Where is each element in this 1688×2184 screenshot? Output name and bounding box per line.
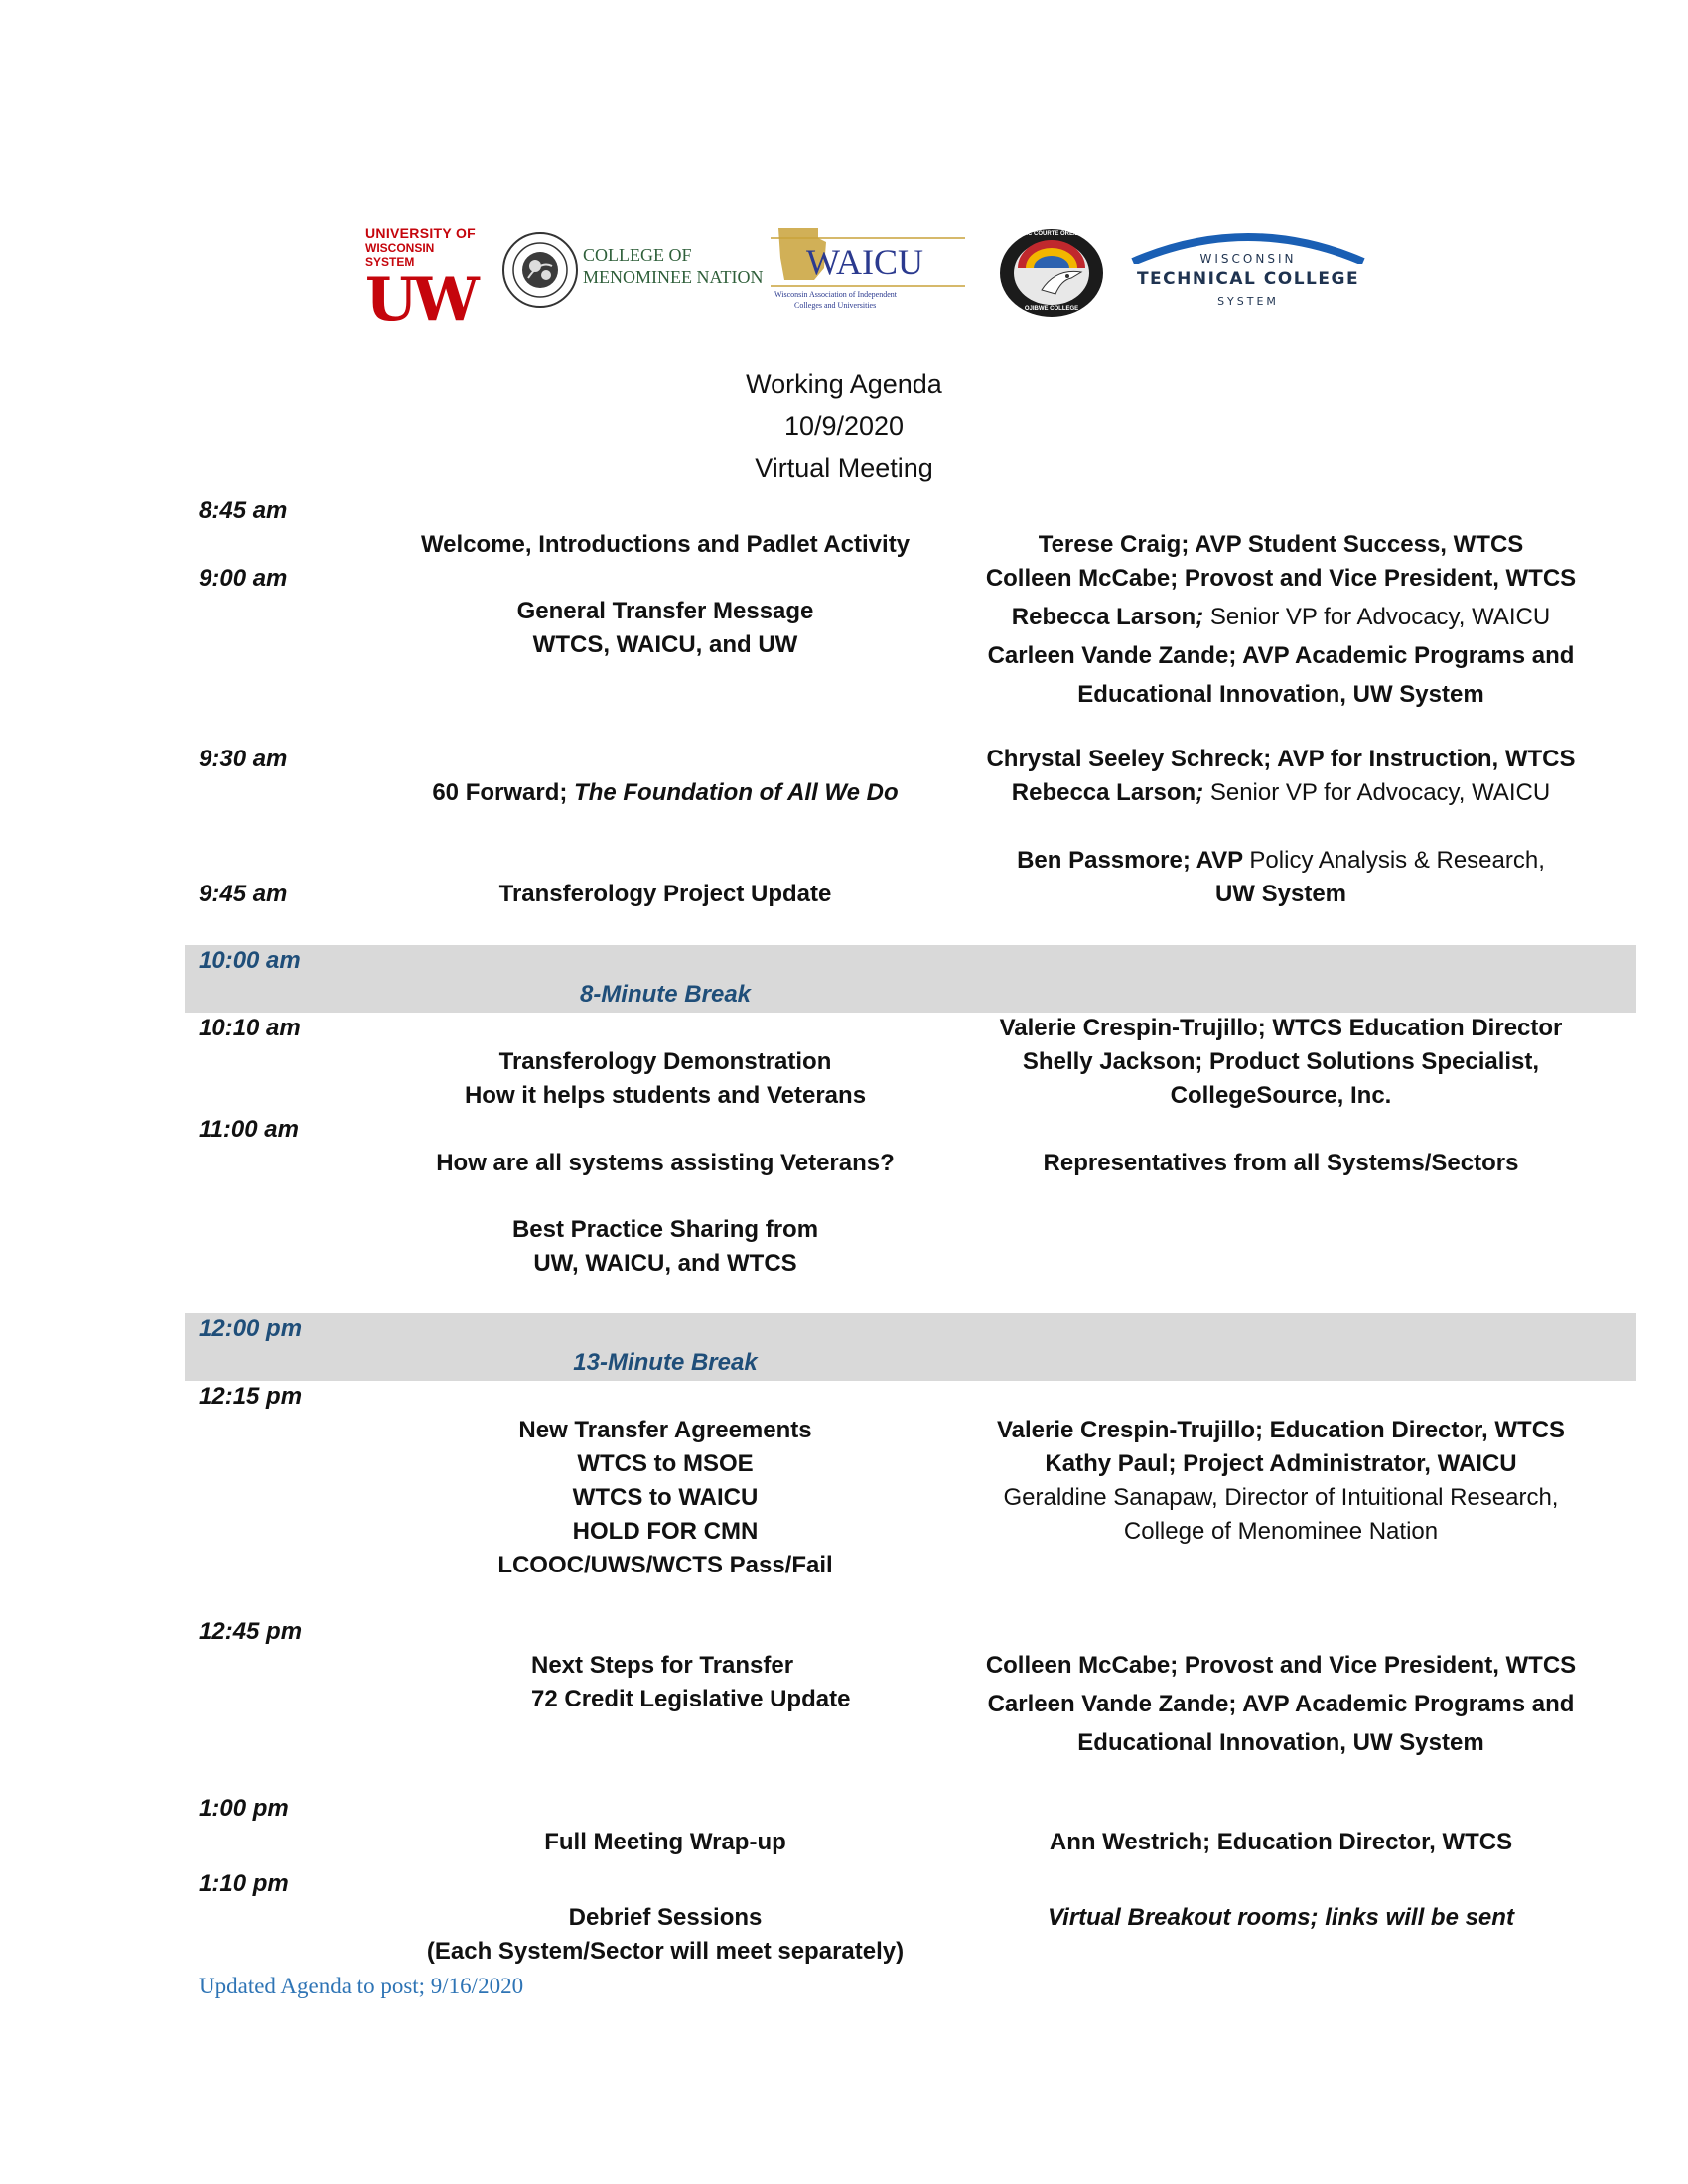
passmore-name: Ben Passmore; AVP xyxy=(1017,847,1250,874)
waicu-logo-mark: WAICU xyxy=(806,242,923,282)
wtcs-logo-line1: WISCONSIN xyxy=(1199,252,1297,266)
wtcs-logo xyxy=(1127,224,1369,320)
larson-1-name: Rebecca Larson xyxy=(1011,604,1196,630)
item-transferology-demo-sub: How it helps students and Veterans xyxy=(464,1082,867,1109)
time-0900: 9:00 am xyxy=(199,565,288,592)
passmore-title: Policy Analysis & Research, xyxy=(1249,847,1545,874)
item-72-credit: 72 Credit Legislative Update xyxy=(531,1686,851,1712)
time-1100: 11:00 am xyxy=(199,1116,299,1143)
wtcs-logo-line3: SYSTEM xyxy=(1217,295,1279,308)
item-best-practice: Best Practice Sharing from xyxy=(511,1216,819,1243)
presenter-sanapaw: Geraldine Sanapaw, Director of Intuitional Research, xyxy=(1003,1484,1559,1511)
time-0945: 9:45 am xyxy=(199,881,288,907)
uw-system-logo xyxy=(365,225,483,335)
cmn-logo-text xyxy=(583,244,763,288)
item-nta-waicu: WTCS to WAICU xyxy=(572,1484,759,1511)
presenter-crespin-1: Valerie Crespin-Trujillo; WTCS Education Director xyxy=(999,1015,1563,1041)
item-debrief: Debrief Sessions xyxy=(568,1904,763,1931)
lco-seal-bottom-text: OJIBWE COLLEGE xyxy=(1024,306,1079,312)
item-nta-passfail: LCOOC/UWS/WCTS Pass/Fail xyxy=(497,1552,833,1578)
time-1010: 10:10 am xyxy=(199,1015,301,1041)
footer-updated-note: Updated Agenda to post; 9/16/2020 xyxy=(199,1974,524,1998)
item-wrapup: Full Meeting Wrap-up xyxy=(544,1829,786,1855)
sixty-forward-label: 60 Forward; xyxy=(432,779,575,806)
presenter-crespin-2: Valerie Crespin-Trujillo; Education Director, WTCS xyxy=(996,1417,1566,1443)
item-best-practice-sub: UW, WAICU, and WTCS xyxy=(533,1250,797,1277)
item-break-8: 8-Minute Break xyxy=(579,981,752,1008)
larson-1-sep: ; xyxy=(1196,604,1204,630)
time-0845: 8:45 am xyxy=(199,497,288,524)
time-1300: 1:00 pm xyxy=(199,1795,289,1822)
presenter-passmore-org: UW System xyxy=(1214,881,1347,907)
presenter-craig: Terese Craig; AVP Student Success, WTCS xyxy=(1038,531,1524,558)
time-0930: 9:30 am xyxy=(199,746,288,772)
item-transferology-demo: Transferology Demonstration xyxy=(498,1048,832,1075)
item-next-steps: Next Steps for Transfer xyxy=(531,1652,794,1679)
larson-1-title: Senior VP for Advocacy, WAICU xyxy=(1203,604,1551,630)
presenter-representatives: Representatives from all Systems/Sectors xyxy=(1043,1150,1519,1176)
item-nta-msoe: WTCS to MSOE xyxy=(577,1450,754,1477)
time-1310: 1:10 pm xyxy=(199,1870,289,1897)
presenter-mccabe-2: Colleen McCabe; Provost and Vice President, WTCS xyxy=(985,1652,1577,1679)
presenter-jackson-org: CollegeSource, Inc. xyxy=(1170,1082,1392,1109)
presenter-paul: Kathy Paul; Project Administrator, WAICU xyxy=(1045,1450,1517,1477)
item-general-transfer-sub: WTCS, WAICU, and UW xyxy=(532,631,798,658)
uw-logo-line1: UNIVERSITY OF xyxy=(365,225,476,241)
item-general-transfer: General Transfer Message xyxy=(516,598,814,624)
time-1000: 10:00 am xyxy=(199,947,301,974)
time-1215: 12:15 pm xyxy=(199,1383,303,1410)
agenda-subtitle: Virtual Meeting xyxy=(755,453,933,482)
presenter-sanapaw-org: College of Menominee Nation xyxy=(1123,1518,1439,1545)
presenter-schreck: Chrystal Seeley Schreck; AVP for Instruction, WTCS xyxy=(986,746,1576,772)
lco-seal-top-text: LAC COURTE OREILLES xyxy=(1020,231,1091,237)
item-welcome: Welcome, Introductions and Padlet Activity xyxy=(420,531,911,558)
larson-2-sep: ; xyxy=(1196,779,1204,806)
item-transferology-update: Transferology Project Update xyxy=(498,881,832,907)
presenter-westrich: Ann Westrich; Education Director, WTCS xyxy=(1049,1829,1513,1855)
item-nta-title: New Transfer Agreements xyxy=(518,1417,812,1443)
presenter-vandezande-2a: Carleen Vande Zande; AVP Academic Programs and xyxy=(987,1691,1575,1717)
presenter-jackson: Shelly Jackson; Product Solutions Specialist, xyxy=(1022,1048,1540,1075)
presenter-vandezande-2b: Educational Innovation, UW System xyxy=(1077,1729,1484,1756)
agenda-date: 10/9/2020 xyxy=(783,411,905,441)
waicu-logo xyxy=(771,228,965,316)
larson-2-name: Rebecca Larson xyxy=(1011,779,1196,806)
cmn-logo-line2: MENOMINEE NATION xyxy=(583,267,764,287)
time-1245: 12:45 pm xyxy=(199,1618,303,1645)
presenter-mccabe-1: Colleen McCabe; Provost and Vice President, WTCS xyxy=(985,565,1577,592)
item-veterans: How are all systems assisting Veterans? xyxy=(436,1150,895,1176)
uw-logo-line2: WISCONSIN SYSTEM xyxy=(365,241,435,269)
waicu-logo-line2: Colleges and Universities xyxy=(794,301,877,310)
item-break-13: 13-Minute Break xyxy=(573,1349,758,1376)
presenter-larson-2 xyxy=(963,777,1599,809)
sixty-forward-tagline: The Foundation of All We Do xyxy=(574,779,899,806)
larson-2-title: Senior VP for Advocacy, WAICU xyxy=(1203,779,1551,806)
cmn-logo-line1: COLLEGE OF xyxy=(583,245,692,265)
wtcs-logo-line2: TECHNICAL COLLEGE xyxy=(1136,269,1360,289)
item-debrief-sub: (Each System/Sector will meet separately) xyxy=(426,1938,905,1965)
time-1200: 12:00 pm xyxy=(199,1315,303,1342)
presenter-vandezande-1b: Educational Innovation, UW System xyxy=(1077,681,1484,708)
presenter-vandezande-1a: Carleen Vande Zande; AVP Academic Programs and xyxy=(987,642,1575,669)
agenda-title: Working Agenda xyxy=(746,369,942,399)
item-60-forward xyxy=(367,777,963,809)
item-nta-cmn: HOLD FOR CMN xyxy=(572,1518,759,1545)
waicu-logo-line1: Wisconsin Association of Independent xyxy=(774,290,897,299)
presenter-larson-1 xyxy=(963,602,1599,633)
uw-logo-mark: UW xyxy=(365,265,475,335)
presenter-passmore xyxy=(963,845,1599,877)
lco-college-seal-icon xyxy=(998,228,1105,318)
cmn-seal-icon xyxy=(501,226,579,314)
presenter-breakout: Virtual Breakout rooms; links will be sent xyxy=(1048,1904,1514,1931)
